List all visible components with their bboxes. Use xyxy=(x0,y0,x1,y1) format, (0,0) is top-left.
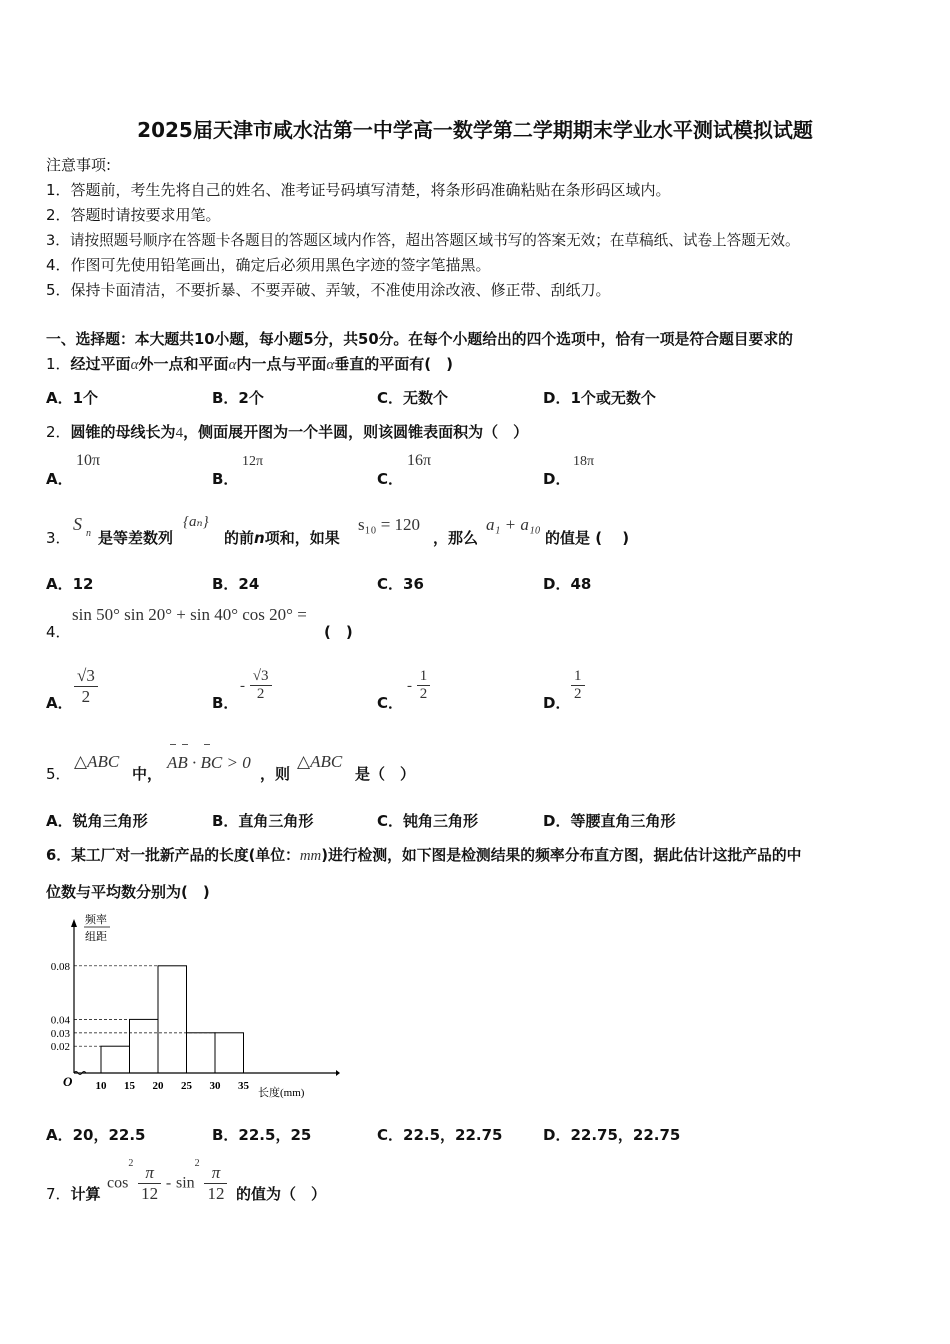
numerator: 1 xyxy=(571,668,585,686)
q1-option-c: C．无数个 xyxy=(377,389,449,407)
numerator: √3 xyxy=(74,666,98,687)
y-label-top: 频率 xyxy=(85,914,107,926)
x-tick-label: 25 xyxy=(181,1080,192,1092)
minus-sign: - xyxy=(240,678,245,694)
q1-text-3: 内一点与平面 xyxy=(236,355,327,373)
q5-option-a: A．锐角三角形 xyxy=(46,812,148,830)
numerator: π xyxy=(204,1163,227,1184)
x-tick-label: 15 xyxy=(124,1080,135,1092)
x-tick-label: 30 xyxy=(209,1080,221,1092)
numerator: π xyxy=(138,1163,161,1184)
x-axis-label: 长度(mm) xyxy=(258,1087,305,1099)
notice-item-5: 5．保持卡面清洁，不要折暴、不要弄破、弄皱，不准使用涂改液、修正带、刮纸刀。 xyxy=(46,281,611,299)
question-7 xyxy=(46,1183,101,1204)
notice-item-1: 1．答题前，考生先将自己的姓名、准考证号码填写清楚，将条形码准确粘贴在条形码区域内。 xyxy=(46,181,671,199)
x-tick-label: 10 xyxy=(95,1080,107,1092)
y-tick-label: 0.08 xyxy=(50,960,70,973)
q5-text-1: 中， xyxy=(132,765,163,783)
histogram-bar xyxy=(130,1019,159,1073)
alpha-symbol: α xyxy=(130,357,139,373)
y-tick-label: 0.03 xyxy=(50,1027,70,1040)
x-axis-arrow xyxy=(336,1070,340,1076)
q2-text-1: 圆锥的母线长为 xyxy=(70,423,176,441)
histogram-bar xyxy=(158,966,187,1073)
q6-text-2: )进行检测，如下图是检测结果的频率分布直方图，据此估计这批产品的中 xyxy=(321,847,802,864)
q2-number: 2． xyxy=(46,423,71,441)
q3-s: S xyxy=(73,514,82,534)
numerator: 1 xyxy=(417,668,431,686)
q3-option-d: D．48 xyxy=(543,575,592,593)
cos-function: cos xyxy=(107,1174,129,1192)
q3-text-3: ，那么 xyxy=(433,529,479,547)
q7-number: 7． xyxy=(46,1185,71,1203)
vector-arrows xyxy=(168,744,258,748)
denominator: 2 xyxy=(256,686,265,702)
denominator: 2 xyxy=(574,686,582,702)
y-tick-label: 0.04 xyxy=(50,1014,70,1027)
question-6-line-1 xyxy=(46,844,801,865)
q7-text-1: 计算 xyxy=(70,1185,101,1203)
q5-text-2: ，则 xyxy=(260,765,291,783)
q3-s10: s₁₀ = 120 xyxy=(358,515,421,534)
fraction xyxy=(138,1163,161,1204)
q3-option-b: B．24 xyxy=(212,575,260,593)
q2-value: 4 xyxy=(175,425,184,441)
q4-option-c-value xyxy=(407,668,430,703)
q3-option-c: C．36 xyxy=(377,575,424,593)
question-6-line-2: 位数与平均数分别为( ) xyxy=(46,883,210,901)
x-tick-label: 20 xyxy=(152,1080,164,1092)
histogram-bar xyxy=(215,1033,244,1073)
fraction xyxy=(204,1163,227,1204)
denominator: 12 xyxy=(207,1184,225,1203)
fraction xyxy=(417,668,431,703)
q4-expression: sin 50° sin 20° + sin 40° cos 20° = xyxy=(72,605,307,624)
q4-option-d-value xyxy=(571,668,585,703)
q4-option-a-label: A． xyxy=(46,694,73,712)
notice-item-3: 3．请按照题号顺序在答题卡各题目的答题区域内作答，超出答题区域书写的答案无效；在草稿纸、试卷上答题无效。 xyxy=(46,232,800,249)
vector-arrow xyxy=(182,744,188,749)
q6-option-d: D．22.75，22.75 xyxy=(543,1126,681,1144)
y-label-bottom: 组距 xyxy=(85,931,107,943)
q4-paren: ( ) xyxy=(324,623,353,641)
q3-sequence: {aₙ} xyxy=(183,514,209,530)
q4-option-a-value xyxy=(74,666,98,707)
q2-option-c-label: C． xyxy=(377,470,404,488)
q3-text-2a: 的前 xyxy=(224,529,255,547)
histogram-bar xyxy=(101,1046,130,1073)
alpha-symbol: α xyxy=(228,357,237,373)
question-2 xyxy=(46,421,528,442)
q4-number: 4． xyxy=(46,623,71,641)
vector-arrow xyxy=(204,744,210,749)
x-tick-label: 35 xyxy=(238,1080,249,1092)
q1-option-b: B．2个 xyxy=(212,389,264,407)
q6-option-b: B．22.5，25 xyxy=(212,1126,312,1144)
q3-number: 3． xyxy=(46,529,71,547)
section-heading: 一、选择题：本大题共10小题，每小题5分，共50分。在每个小题给出的四个选项中，恰有一项是符合题目要求的 xyxy=(46,331,793,348)
y-tick-label: 0.02 xyxy=(50,1041,70,1054)
q7-expression xyxy=(107,1158,227,1204)
q4-option-b-value xyxy=(240,668,272,703)
q1-number: 1． xyxy=(46,355,71,373)
q6-text-1: 6．某工厂对一批新产品的长度(单位： xyxy=(46,847,300,864)
q1-option-a: A．1个 xyxy=(46,389,99,407)
notice-item-4: 4．作图可先使用铅笔画出，确定后必须用黑色字迹的签字笔描黑。 xyxy=(46,256,491,274)
q1-text-4: 垂直的平面有( ) xyxy=(334,355,453,373)
exponent: 2 xyxy=(128,1158,134,1169)
alpha-symbol: α xyxy=(326,357,335,373)
minus-sign: - xyxy=(165,1174,172,1192)
q5-option-c: C．钝角三角形 xyxy=(377,812,479,830)
q6-option-a: A．20，22.5 xyxy=(46,1126,146,1144)
q6-unit: mm xyxy=(299,848,322,864)
q3-option-a: A．12 xyxy=(46,575,94,593)
q5-vector-expression: AB · BC > 0 xyxy=(167,753,251,772)
fraction xyxy=(571,668,585,703)
q6-option-c: C．22.5，22.75 xyxy=(377,1126,503,1144)
question-1 xyxy=(46,353,453,374)
denominator: 2 xyxy=(419,686,428,702)
q2-option-d-value: 18π xyxy=(573,454,595,469)
denominator: 12 xyxy=(141,1184,159,1203)
q2-option-b-value: 12π xyxy=(242,454,264,469)
q5-triangle-2: △ABC xyxy=(297,752,343,771)
sin-function: sin xyxy=(176,1174,195,1192)
histogram-bar xyxy=(187,1033,216,1073)
origin-label: O xyxy=(63,1074,73,1089)
q3-n: n xyxy=(254,529,265,547)
q3-s-subscript: n xyxy=(86,528,91,539)
exponent: 2 xyxy=(194,1158,200,1169)
q2-text-2: ，侧面展开图为一个半圆，则该圆锥表面积为（ ） xyxy=(183,423,529,441)
vector-arrow xyxy=(170,744,176,749)
q2-option-c-value: 16π xyxy=(407,452,432,469)
q2-option-b-label: B． xyxy=(212,470,239,488)
notice-item-2: 2．答题时请按要求用笔。 xyxy=(46,206,221,224)
q3-sum: a₁ + a₁₀ xyxy=(486,515,541,534)
notice-heading: 注意事项: xyxy=(46,156,112,174)
q5-option-d: D．等腰直角三角形 xyxy=(543,812,676,830)
y-axis-arrow xyxy=(71,919,77,927)
q4-option-d-label: D． xyxy=(543,694,571,712)
q2-option-d-label: D． xyxy=(543,470,571,488)
q1-text-1: 经过平面 xyxy=(70,355,131,373)
q5-triangle: △ABC xyxy=(74,752,120,771)
fraction xyxy=(74,666,98,707)
q5-number: 5． xyxy=(46,765,71,783)
q2-option-a-label: A． xyxy=(46,470,73,488)
q1-option-d: D．1个或无数个 xyxy=(543,389,656,407)
fraction xyxy=(250,668,272,703)
histogram-chart xyxy=(40,905,340,1110)
q4-option-b-label: B． xyxy=(212,694,239,712)
q4-option-c-label: C． xyxy=(377,694,404,712)
q2-option-a-value: 10π xyxy=(76,452,101,469)
q5-text-3: 是（ ） xyxy=(355,765,416,783)
q3-text-2b: 项和，如果 xyxy=(264,529,340,547)
minus-sign: - xyxy=(407,678,412,694)
q3-text-4: 的值是 ( ) xyxy=(545,529,630,547)
q7-text-2: 的值为（ ） xyxy=(236,1185,327,1203)
page-title: 2025届天津市咸水沽第一中学高一数学第二学期期末学业水平测试模拟试题 xyxy=(137,118,813,142)
q3-text-2 xyxy=(224,527,340,548)
denominator: 2 xyxy=(81,687,91,706)
q5-option-b: B．直角三角形 xyxy=(212,812,314,830)
q3-text-1: 是等差数列 xyxy=(98,529,174,547)
q1-text-2: 外一点和平面 xyxy=(138,355,229,373)
numerator: √3 xyxy=(250,668,272,686)
